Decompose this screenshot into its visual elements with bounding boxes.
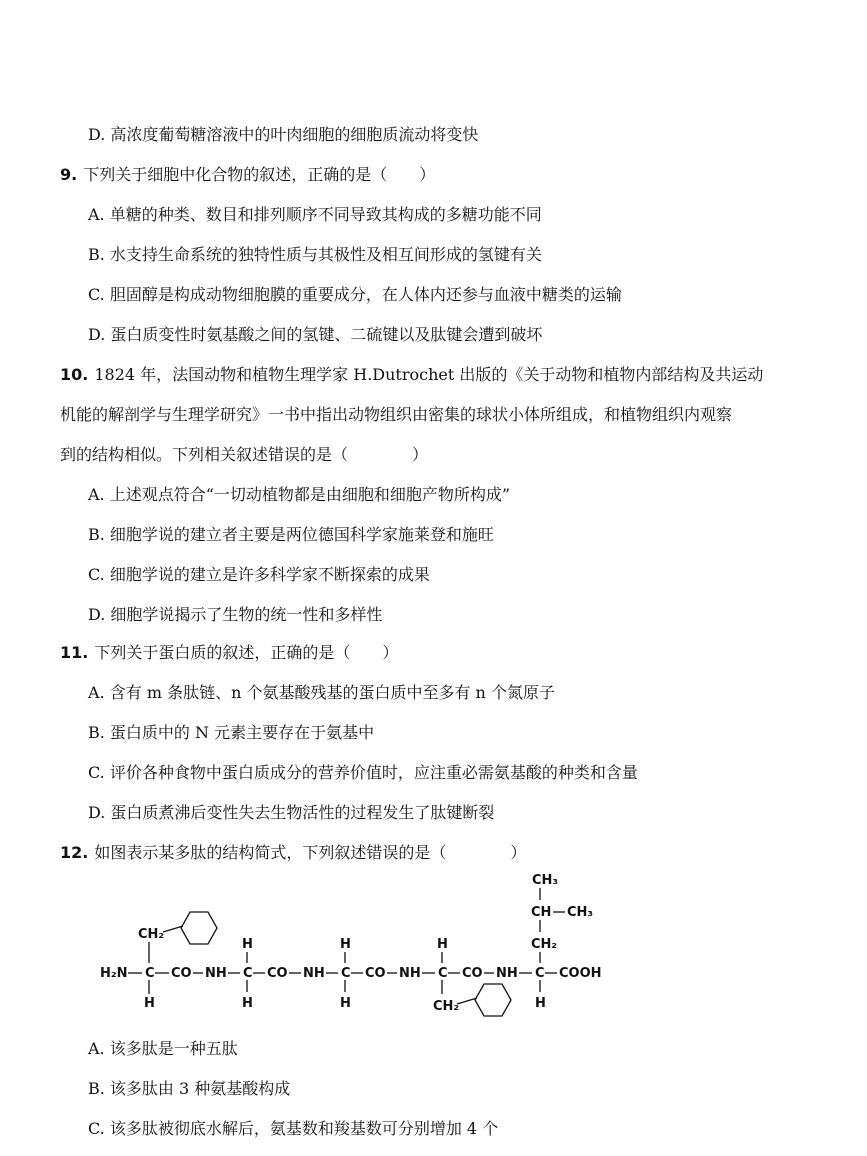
q9-stem: [60, 164, 435, 186]
q9-number: 9.: [60, 165, 78, 184]
residue5-ch2: CH₂: [531, 937, 558, 952]
backbone-c-4: C: [438, 966, 448, 981]
backbone-co-2: CO: [267, 966, 288, 981]
q8-option-d: D. 高浓度葡萄糖溶液中的叶肉细胞的细胞质流动将变快: [88, 125, 479, 144]
backbone-c-5: C: [535, 966, 545, 981]
q10-option-d: D. 细胞学说揭示了生物的统一性和多样性: [88, 605, 383, 624]
residue4-ch2: CH₂: [433, 999, 460, 1014]
q10-stem-line-2: 机能的解剖学与生理学研究》一书中指出动物组织由密集的球状小体所组成，和植物组织内观察: [60, 405, 733, 424]
q10-option-b: B. 细胞学说的建立者主要是两位德国科学家施莱登和施旺: [88, 525, 494, 544]
backbone-co-1: CO: [171, 966, 192, 981]
backbone-nh-3: NH: [399, 966, 421, 981]
residue4-h-top: H: [437, 937, 448, 952]
residue2-h-top: H: [242, 937, 253, 952]
residue5-ch3-side: CH₃: [567, 905, 594, 920]
residue3-h-top: H: [340, 937, 351, 952]
q9-stem-text: 下列关于细胞中化合物的叙述，正确的是（ ）: [83, 165, 436, 184]
q12-stem: [60, 842, 526, 864]
q11-option-c: C. 评价各种食物中蛋白质成分的营养价值时，应注重必需氨基酸的种类和含量: [88, 763, 638, 782]
q9-option-c: C. 胆固醇是构成动物细胞膜的重要成分，在人体内还参与血液中糖类的运输: [88, 285, 622, 304]
q9-option-b: B. 水支持生命系统的独特性质与其极性及相互间形成的氢键有关: [88, 245, 542, 264]
backbone-c-1: C: [145, 966, 155, 981]
q11-stem: [60, 642, 398, 664]
q10-number: 10.: [60, 365, 89, 384]
q12-stem-text: 如图表示某多肽的结构简式，下列叙述错误的是（ ）: [94, 843, 527, 862]
backbone-h2n: H₂N: [100, 966, 128, 981]
backbone-co-4: CO: [462, 966, 483, 981]
residue1-ch2: CH₂: [138, 927, 165, 942]
q11-option-d: D. 蛋白质煮沸后变性失去生物活性的过程发生了肽键断裂: [88, 803, 495, 822]
q12-option-c: C. 该多肽被彻底水解后，氨基数和羧基数可分别增加 4 个: [88, 1119, 499, 1138]
q12-option-a: A. 该多肽是一种五肽: [88, 1039, 238, 1058]
q10-stem-text-1: 1824 年，法国动物和植物生理学家 H.Dutrochet 出版的《关于动物和植物内部结构及共运动: [94, 365, 764, 384]
backbone-co-3: CO: [365, 966, 386, 981]
backbone-nh-2: NH: [303, 966, 325, 981]
residue2-h-bottom: H: [242, 996, 253, 1011]
q10-stem-line-3: 到的结构相似。下列相关叙述错误的是（ ）: [60, 445, 429, 464]
q12-option-b: B. 该多肽由 3 种氨基酸构成: [88, 1079, 291, 1098]
residue1-h-bottom: H: [144, 996, 155, 1011]
residue5-h-bottom: H: [535, 996, 546, 1011]
polypeptide-structure-diagram: [95, 872, 615, 1032]
backbone-c-2: C: [243, 966, 253, 981]
q11-option-a: A. 含有 m 条肽链、n 个氨基酸残基的蛋白质中至多有 n 个氮原子: [88, 683, 555, 702]
residue5-ch: CH: [531, 905, 552, 920]
q11-stem-text: 下列关于蛋白质的叙述，正确的是（ ）: [94, 643, 399, 662]
q12-number: 12.: [60, 843, 89, 862]
q10-option-c: C. 细胞学说的建立是许多科学家不断探索的成果: [88, 565, 430, 584]
backbone-nh-1: NH: [205, 966, 227, 981]
residue5-ch3-top: CH₃: [532, 873, 559, 888]
q9-option-a: A. 单糖的种类、数目和排列顺序不同导致其构成的多糖功能不同: [88, 205, 542, 224]
backbone-nh-4: NH: [496, 966, 518, 981]
benzene-ring-1: [181, 912, 217, 944]
residue3-h-bottom: H: [340, 996, 351, 1011]
backbone-cooh: COOH: [559, 966, 602, 981]
q11-option-b: B. 蛋白质中的 N 元素主要存在于氨基中: [88, 723, 375, 742]
q10-stem-line-1: [60, 364, 763, 386]
benzene-ring-2: [475, 984, 511, 1016]
q11-number: 11.: [60, 643, 89, 662]
backbone-c-3: C: [341, 966, 351, 981]
q10-option-a: A. 上述观点符合“一切动植物都是由细胞和细胞产物所构成”: [88, 485, 511, 504]
q9-option-d: D. 蛋白质变性时氨基酸之间的氢键、二硫键以及肽键会遭到破坏: [88, 325, 543, 344]
